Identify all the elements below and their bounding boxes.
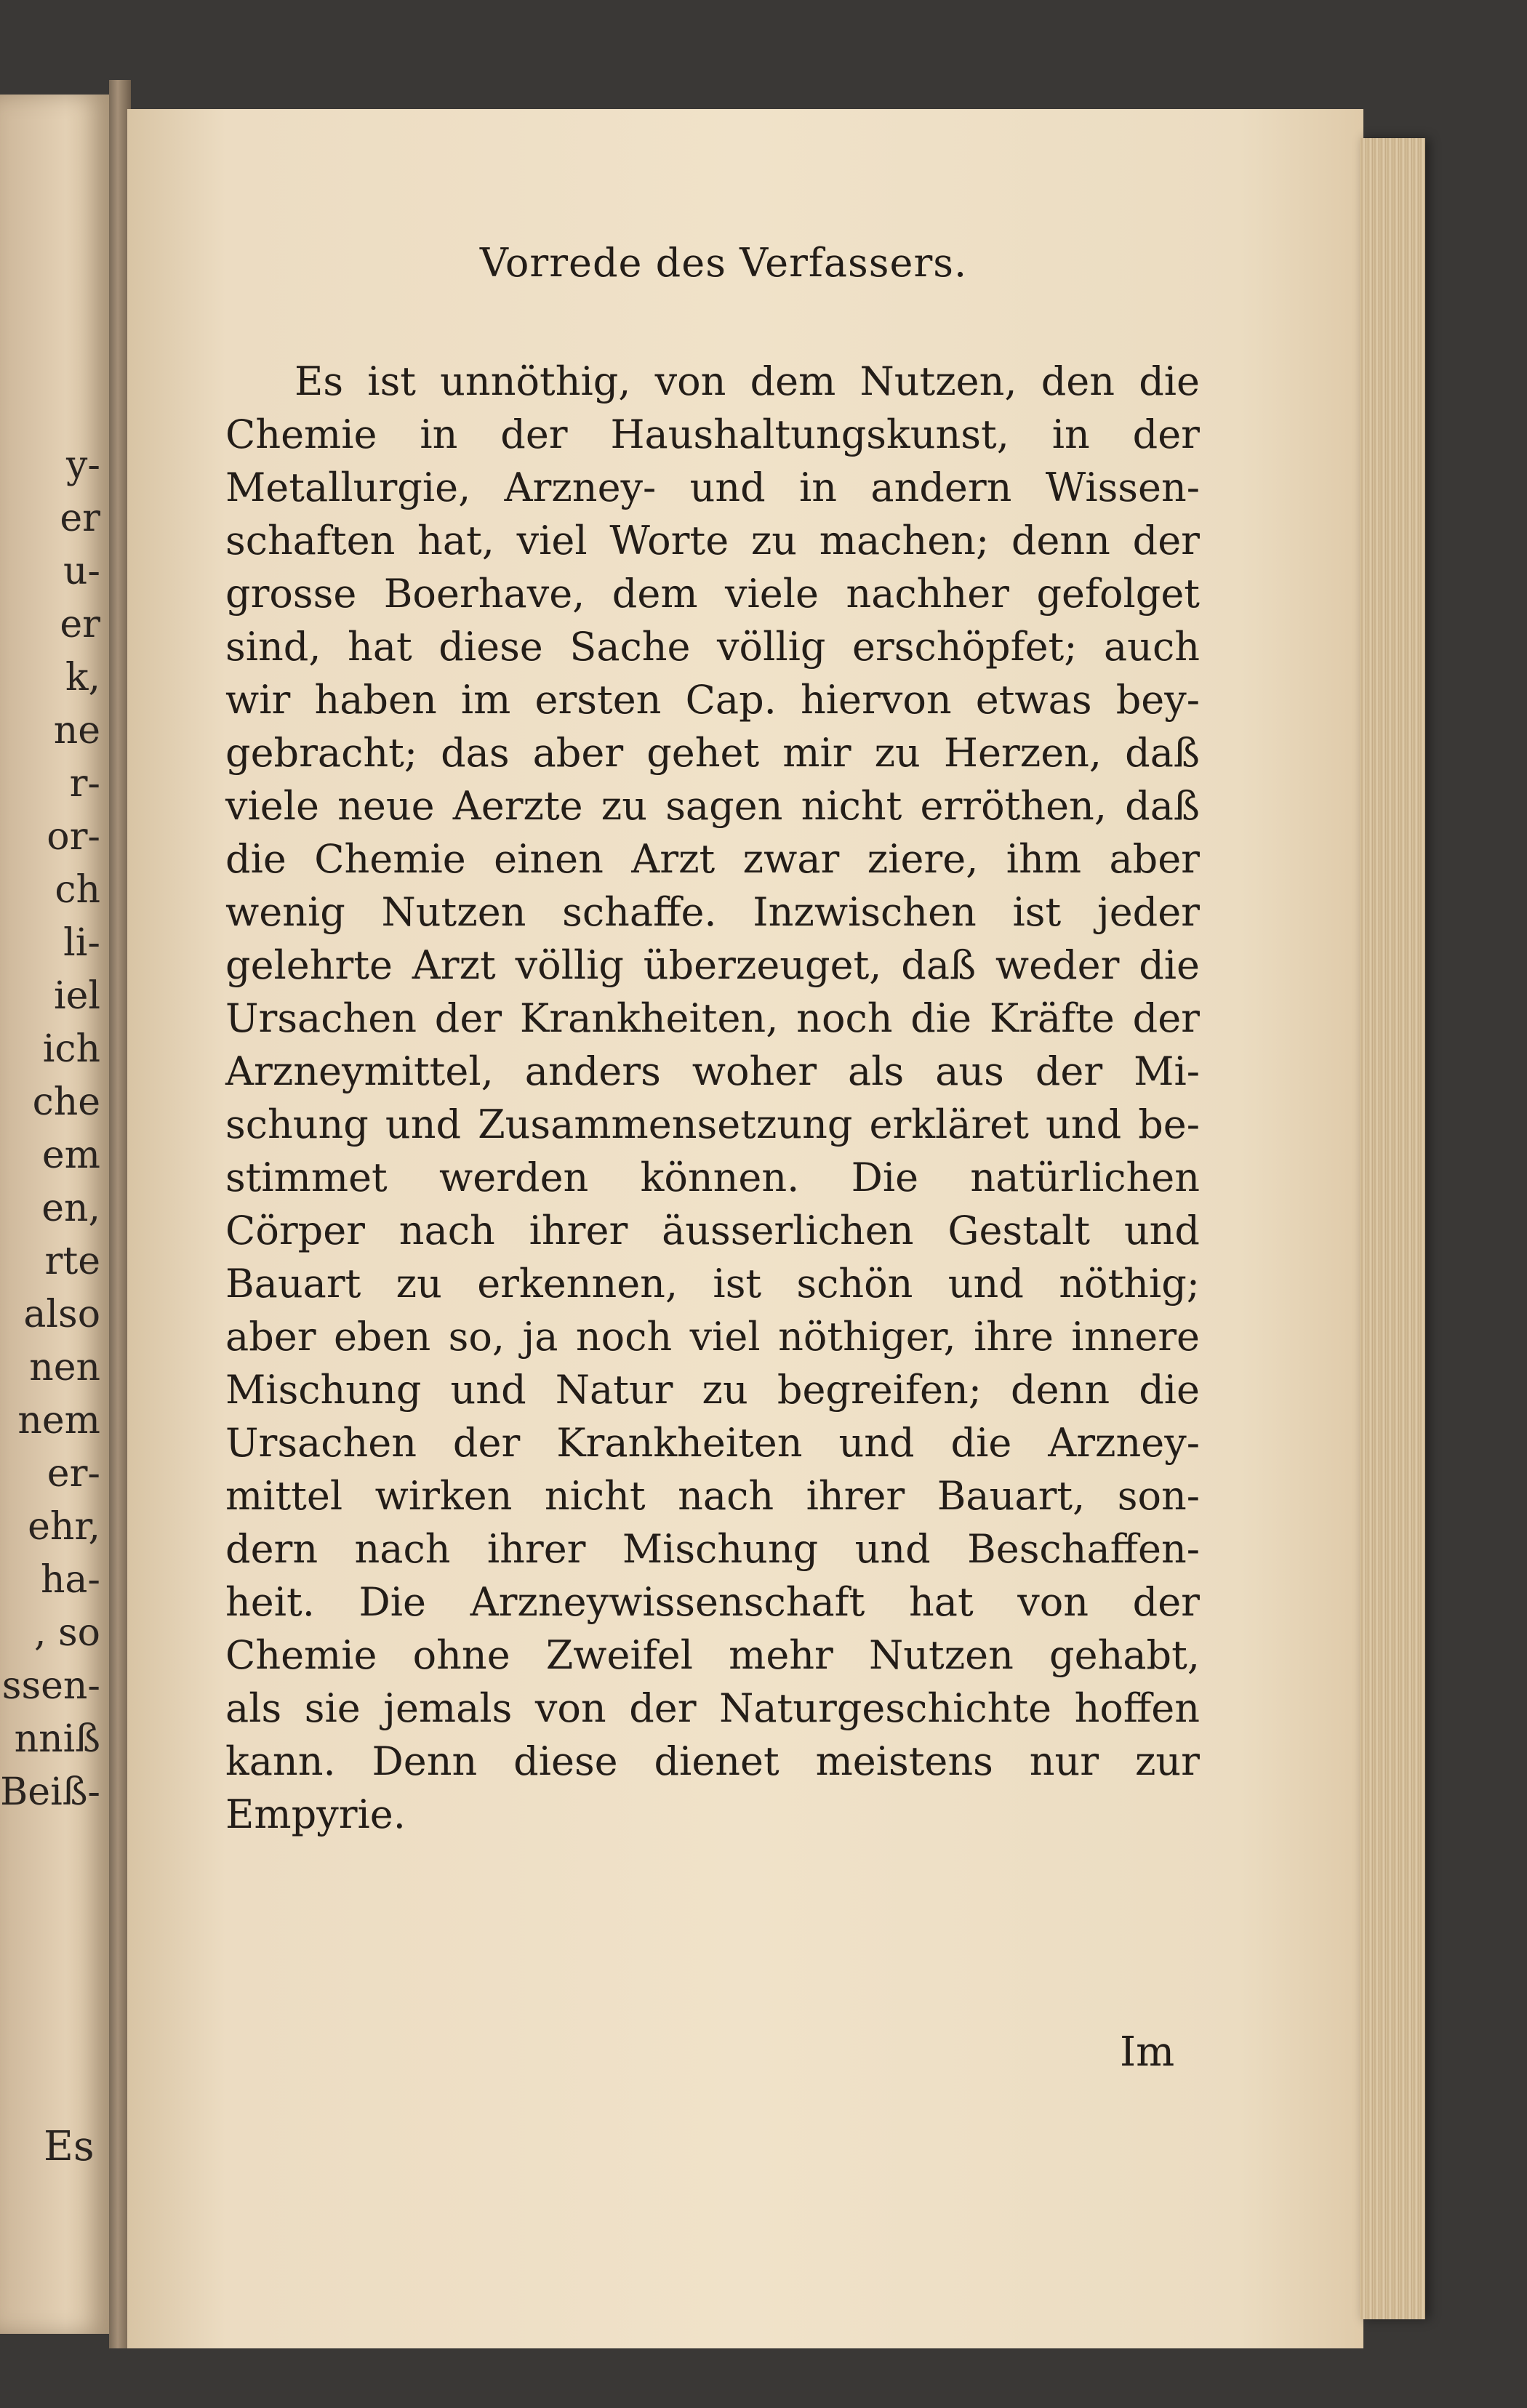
left-page-fragment: ehr, — [28, 1505, 100, 1549]
text-line: schung und Zusammensetzung erkläret und be- — [225, 1101, 1200, 1147]
body-text — [225, 355, 1200, 1841]
left-page-fragment: , so — [33, 1611, 100, 1655]
left-page-fragment: em — [41, 1133, 100, 1177]
left-page-fragment: Beiß- — [0, 1770, 100, 1814]
left-page — [0, 95, 109, 2334]
text-line: Arzneymittel, anders woher als aus der Mi- — [225, 1048, 1200, 1094]
text-line: Empyrie. — [225, 1791, 406, 1837]
left-page-fragment: li- — [63, 921, 100, 965]
text-line: wenig Nutzen schaffe. Inzwischen ist jeder — [225, 889, 1200, 935]
text-line: Ursachen der Krankheiten, noch die Kräfte der — [225, 995, 1200, 1041]
left-page-fragment: nen — [29, 1346, 100, 1389]
left-page-fragment: y- — [66, 444, 100, 487]
text-line: Bauart zu erkennen, ist schön und nöthig; — [225, 1261, 1200, 1307]
left-page-fragment: er- — [47, 1452, 100, 1496]
left-page-fragment: nniß — [14, 1717, 100, 1761]
left-page-fragment: ha- — [40, 1558, 100, 1602]
text-line: Chemie ohne Zweifel mehr Nutzen gehabt, — [225, 1632, 1200, 1678]
left-page-catchword: Es — [44, 2123, 95, 2170]
text-line: Chemie in der Haushaltungskunst, in der — [225, 412, 1200, 457]
left-page-fragment: ch — [55, 868, 100, 912]
left-page-fragment: u- — [63, 550, 100, 593]
left-page-fragment: r- — [69, 762, 100, 806]
text-line: Mischung und Natur zu begreifen; denn die — [225, 1367, 1200, 1413]
text-line: mittel wirken nicht nach ihrer Bauart, son- — [225, 1473, 1200, 1519]
left-page-fragment: er — [60, 497, 100, 540]
left-page-fragment: en, — [41, 1187, 100, 1230]
left-page-fragment: ich — [42, 1027, 100, 1071]
text-line: aber eben so, ja noch viel nöthiger, ihre innere — [225, 1314, 1200, 1360]
text-line: sind, hat diese Sache völlig erschöpfet; auch — [225, 624, 1200, 670]
text-line: gebracht; das aber gehet mir zu Herzen, daß — [225, 730, 1200, 776]
catchword: Im — [1120, 2028, 1175, 2076]
left-page-fragment: ne — [53, 709, 100, 752]
left-page-fragment: rte — [44, 1240, 100, 1283]
text-line: Metallurgie, Arzney- und in andern Wissen- — [225, 465, 1200, 510]
left-page-fragment: che — [32, 1080, 100, 1124]
text-line: Cörper nach ihrer äusserlichen Gestalt und — [225, 1208, 1200, 1253]
page-edges — [1360, 138, 1425, 2319]
left-page-fragment: k, — [65, 656, 100, 699]
text-line: gelehrte Arzt völlig überzeuget, daß weder die — [225, 942, 1200, 988]
text-line: als sie jemals von der Naturgeschichte hoffen — [225, 1685, 1200, 1731]
text-line: grosse Boerhave, dem viele nachher gefolget — [225, 571, 1200, 617]
text-line: Es ist unnöthig, von dem Nutzen, den die — [294, 358, 1200, 404]
left-page-fragment: also — [23, 1293, 100, 1336]
text-line: schaften hat, viel Worte zu machen; denn der — [225, 518, 1200, 563]
text-line: Ursachen der Krankheiten und die Arzney- — [225, 1420, 1200, 1466]
text-line: heit. Die Arzneywissenschaft hat von der — [225, 1579, 1200, 1625]
left-page-fragment: er — [60, 603, 100, 646]
running-header: Vorrede des Verfassers. — [479, 240, 968, 286]
text-line: viele neue Aerzte zu sagen nicht erröthen, daß — [225, 783, 1200, 829]
text-line: wir haben im ersten Cap. hiervon etwas bey- — [225, 677, 1200, 723]
left-page-fragment: or- — [47, 815, 100, 859]
left-page-fragment: nem — [17, 1399, 100, 1442]
left-page-fragment: iel — [53, 974, 100, 1018]
text-line: dern nach ihrer Mischung und Beschaffen- — [225, 1526, 1200, 1572]
text-line: die Chemie einen Arzt zwar ziere, ihm aber — [225, 836, 1200, 882]
text-line: stimmet werden können. Die natürlichen — [225, 1155, 1200, 1200]
left-page-fragment: ssen- — [1, 1664, 100, 1708]
text-line: kann. Denn diese dienet meistens nur zur — [225, 1738, 1200, 1784]
